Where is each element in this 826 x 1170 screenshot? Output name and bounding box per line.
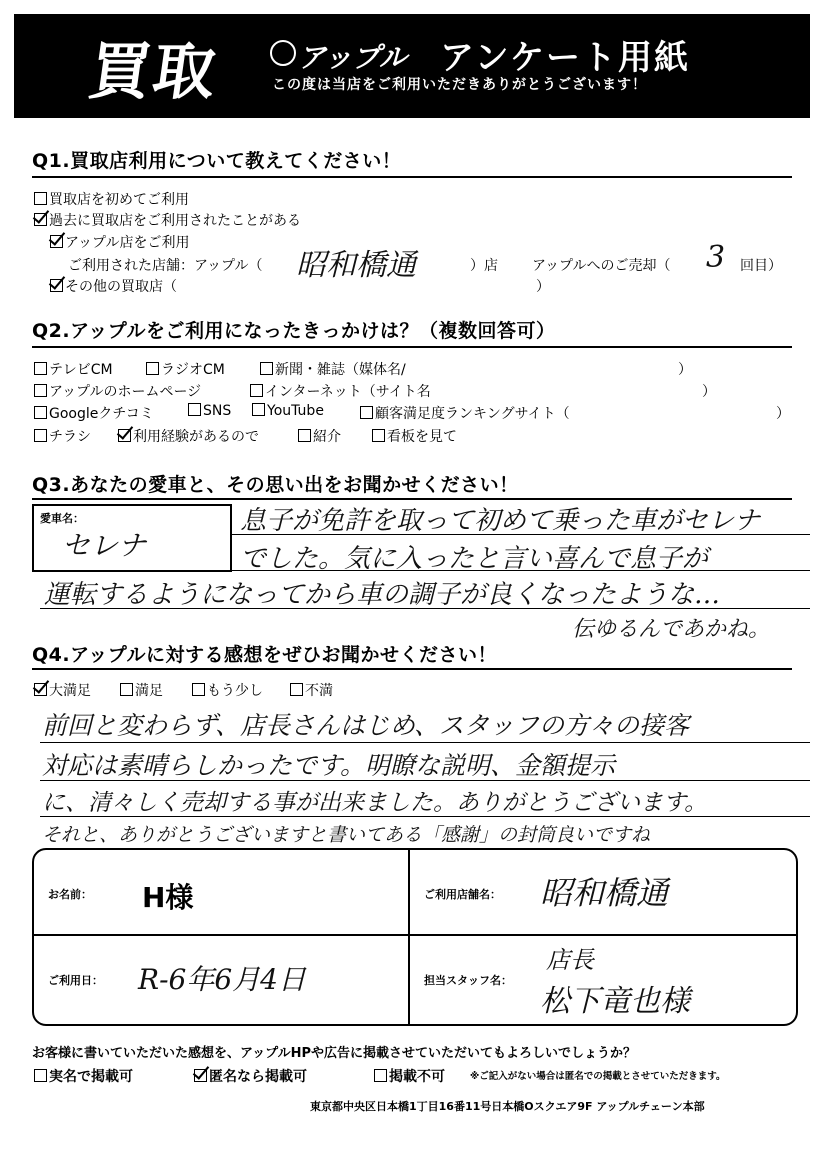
comment-line-2[interactable]: 対応は素晴らしかったです。明瞭な説明、金額提示	[42, 751, 616, 780]
checkbox-icon[interactable]	[146, 362, 159, 375]
checkbox-icon[interactable]	[252, 403, 265, 416]
q1-store-suffix: ）店	[470, 258, 498, 274]
checkbox-checked-icon[interactable]	[34, 683, 47, 696]
company-address: 東京都中央区日本橋1丁目16番11号日本橋Oスクエア9F アップルチェーン本部	[310, 1100, 705, 1113]
q2-option-signboard[interactable]: 看板を見て	[372, 426, 457, 446]
q2-option-youtube[interactable]: YouTube	[252, 403, 324, 419]
card-horizontal-divider	[32, 934, 798, 936]
thanks-message: この度は当店をご利用いただきありがとうございます！	[272, 77, 647, 93]
checkbox-icon[interactable]	[260, 362, 273, 375]
consent-question: お客様に書いていただいた感想を、アップルHPや広告に掲載させていただいてもよろしいでしょうか？	[32, 1046, 636, 1061]
q2-option-homepage[interactable]: アップルのホームページ	[34, 381, 201, 401]
store-label: ご利用店舗名：	[424, 888, 501, 901]
checkbox-icon[interactable]	[34, 384, 47, 397]
staff-label: 担当スタッフ名：	[424, 974, 512, 987]
checkbox-icon[interactable]	[374, 1069, 387, 1082]
checkbox-icon[interactable]	[188, 403, 201, 416]
car-name-value[interactable]: セレナ	[62, 529, 147, 562]
q2-divider	[32, 346, 792, 348]
checkbox-icon[interactable]	[34, 429, 47, 442]
comment-line-4[interactable]: それと、ありがとうございますと書いてある「感謝」の封筒良いですね	[42, 824, 651, 846]
checkbox-checked-icon[interactable]	[194, 1069, 207, 1082]
q1-visits-label: アップルへのご売却（	[532, 258, 671, 274]
checkbox-icon[interactable]	[372, 429, 385, 442]
q1-option-past[interactable]: 過去に買取店をご利用されたことがある	[34, 210, 301, 230]
q1-visits-suffix: 回目）	[740, 258, 782, 274]
consent-note: ※ご記入がない場合は匿名での掲載とさせていただきます。	[470, 1071, 726, 1082]
q1-store-label: ご利用された店舗：アップル（	[68, 258, 263, 274]
apple-logo-icon	[270, 40, 296, 66]
q4-option-so-so[interactable]: もう少し	[192, 680, 263, 700]
checkbox-checked-icon[interactable]	[34, 213, 47, 226]
q2-option-newspaper[interactable]: 新聞・雑誌（媒体名/	[260, 359, 406, 379]
q2-option-referral[interactable]: 紹介	[298, 426, 341, 446]
consent-option-real[interactable]: 実名で掲載可	[34, 1066, 133, 1086]
memory-line-1[interactable]: 息子が免許を取って初めて乗った車がセレナ	[240, 506, 761, 536]
q2-option-internet[interactable]: インターネット（サイト名	[250, 381, 431, 401]
checkbox-icon[interactable]	[192, 683, 205, 696]
checkbox-icon[interactable]	[34, 362, 47, 375]
q1-store-value[interactable]: 昭和橋通	[296, 248, 416, 283]
q4-divider	[32, 668, 792, 670]
date-label: ご利用日：	[48, 974, 103, 987]
q1-option-other[interactable]: その他の買取店（	[50, 276, 177, 296]
q2-row3-close: ）	[776, 406, 790, 422]
q1-title: Q1.買取店利用について教えてください！	[32, 150, 402, 172]
memory-line-4[interactable]: 伝ゆるんであかね。	[572, 617, 771, 642]
memory-line-3[interactable]: 運転するようになってから車の調子が良くなったような…	[44, 580, 721, 610]
checkbox-icon[interactable]	[250, 384, 263, 397]
consent-option-anon[interactable]: 匿名なら掲載可	[194, 1066, 307, 1086]
q4-option-satisfied[interactable]: 満足	[120, 680, 163, 700]
q4-title: Q4.アップルに対する感想をぜひお聞かせください！	[32, 644, 498, 666]
q1-option-first[interactable]: 買取店を初めてご利用	[34, 189, 189, 209]
checkbox-icon[interactable]	[120, 683, 133, 696]
date-value[interactable]: R-6年6月4日	[138, 963, 306, 996]
checkbox-icon[interactable]	[290, 683, 303, 696]
card-vertical-divider	[408, 848, 410, 1026]
name-value[interactable]: H様	[142, 881, 194, 914]
staff-title[interactable]: 店長	[546, 946, 594, 974]
q1-option-apple[interactable]: アップル店をご利用	[50, 232, 189, 252]
q2-option-radiocm[interactable]: ラジオCM	[146, 359, 225, 379]
store-value[interactable]: 昭和橋通	[540, 874, 669, 912]
brand-name: アップル	[298, 41, 407, 74]
checkbox-icon[interactable]	[34, 406, 47, 419]
checkbox-icon[interactable]	[34, 192, 47, 205]
q2-row2-close: ）	[702, 384, 716, 400]
staff-name[interactable]: 松下竜也様	[540, 984, 690, 1019]
name-label: お名前：	[48, 888, 92, 901]
comment-line-3[interactable]: に、清々しく売却する事が出来ました。ありがとうございます。	[42, 790, 708, 816]
q2-option-sns[interactable]: SNS	[188, 403, 231, 419]
q4-option-very-satisfied[interactable]: 大満足	[34, 680, 91, 700]
checkbox-icon[interactable]	[34, 1069, 47, 1082]
consent-option-no[interactable]: 掲載不可	[374, 1066, 445, 1086]
q4-option-unsatisfied[interactable]: 不満	[290, 680, 333, 700]
checkbox-checked-icon[interactable]	[50, 235, 63, 248]
q2-option-ranking[interactable]: 顧客満足度ランキングサイト（	[360, 403, 570, 423]
comment-line-1[interactable]: 前回と変わらず、店長さんはじめ、スタッフの方々の接客	[42, 711, 690, 740]
checkbox-checked-icon[interactable]	[50, 279, 63, 292]
checkbox-checked-icon[interactable]	[118, 429, 131, 442]
q2-option-google[interactable]: Googleクチコミ	[34, 403, 154, 423]
q1-divider	[32, 176, 792, 178]
survey-title: アンケート用紙	[440, 38, 690, 78]
q1-other-close: ）	[536, 279, 550, 295]
memory-line-2[interactable]: でした。気に入ったと言い喜んで息子が	[240, 544, 709, 574]
q2-option-tvcm[interactable]: テレビCM	[34, 359, 113, 379]
car-name-label: 愛車名：	[40, 512, 84, 525]
kaitori-logo: 買取	[84, 35, 223, 108]
q3-title: Q3.あなたの愛車と、その思い出をお聞かせください！	[32, 474, 519, 496]
q2-option-experience[interactable]: 利用経験があるので	[118, 426, 259, 446]
q1-visits-value[interactable]: 3	[706, 240, 726, 275]
q2-row1-close: ）	[678, 362, 692, 378]
checkbox-icon[interactable]	[298, 429, 311, 442]
comment-rule-1	[40, 742, 810, 743]
q2-option-flyer[interactable]: チラシ	[34, 426, 91, 446]
q2-title: Q2.アップルをご利用になったきっかけは？（複数回答可）	[32, 320, 556, 342]
checkbox-icon[interactable]	[360, 406, 373, 419]
